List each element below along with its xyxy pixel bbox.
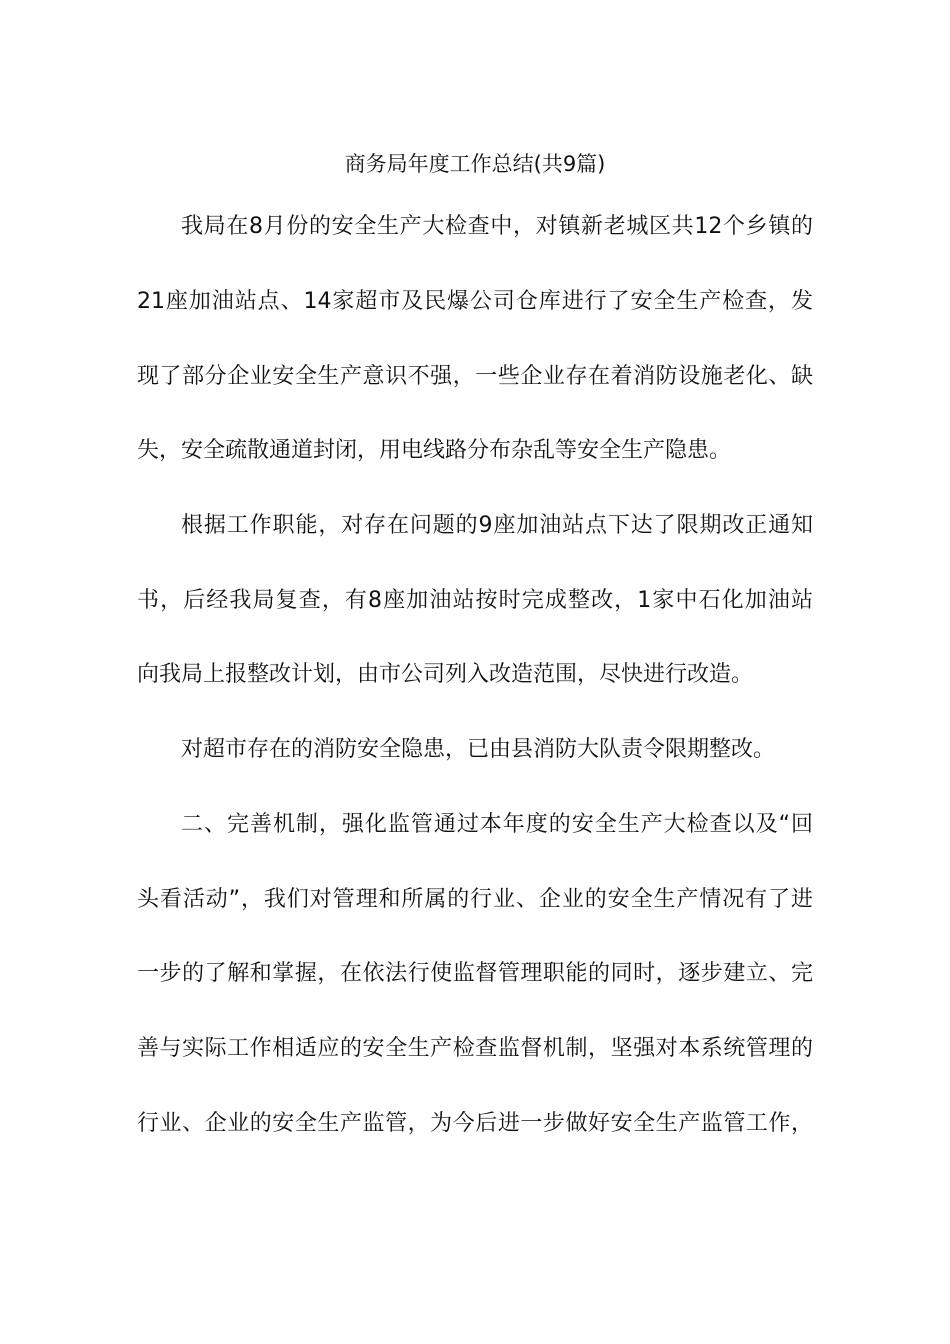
- paragraph-4-line-1: 二、完善机制，强化监管通过本年度的安全生产大检查以及“回: [181, 812, 813, 837]
- paragraph-4-line-2: 头看活动”，我们对管理和所属的行业、企业的安全生产情况有了进: [137, 887, 813, 912]
- paragraph-1-line-4: 失，安全疏散通道封闭，用电线路分布杂乱等安全生产隐患。: [137, 438, 732, 463]
- paragraph-4-line-5: 行业、企业的安全生产监管，为今后进一步做好安全生产监管工作，: [137, 1111, 813, 1136]
- paragraph-1-line-3: 现了部分企业安全生产意识不强，一些企业存在着消防设施老化、缺: [137, 364, 813, 389]
- paragraph-4-line-4: 善与实际工作相适应的安全生产检查监督机制，坚强对本系统管理的: [137, 1036, 813, 1061]
- paragraph-1-line-1: 我局在8月份的安全生产大检查中，对镇新老城区共12个乡镇的: [181, 214, 813, 239]
- document-title: 商务局年度工作总结(共9篇): [344, 152, 606, 176]
- paragraph-1-line-2: 21座加油站点、14家超市及民爆公司仓库进行了安全生产检查，发: [137, 289, 813, 314]
- paragraph-4-line-3: 一步的了解和掌握，在依法行使监督管理职能的同时，逐步建立、完: [137, 961, 813, 986]
- paragraph-2-line-2: 书，后经我局复查，有8座加油站按时完成整改，1家中石化加油站: [137, 588, 813, 613]
- paragraph-2-line-1: 根据工作职能，对存在问题的9座加油站点下达了限期改正通知: [181, 513, 813, 538]
- paragraph-3-line-1: 对超市存在的消防安全隐患，已由县消防大队责令限期整改。: [181, 737, 776, 762]
- paragraph-2-line-3: 向我局上报整改计划，由市公司列入改造范围，尽快进行改造。: [137, 662, 754, 687]
